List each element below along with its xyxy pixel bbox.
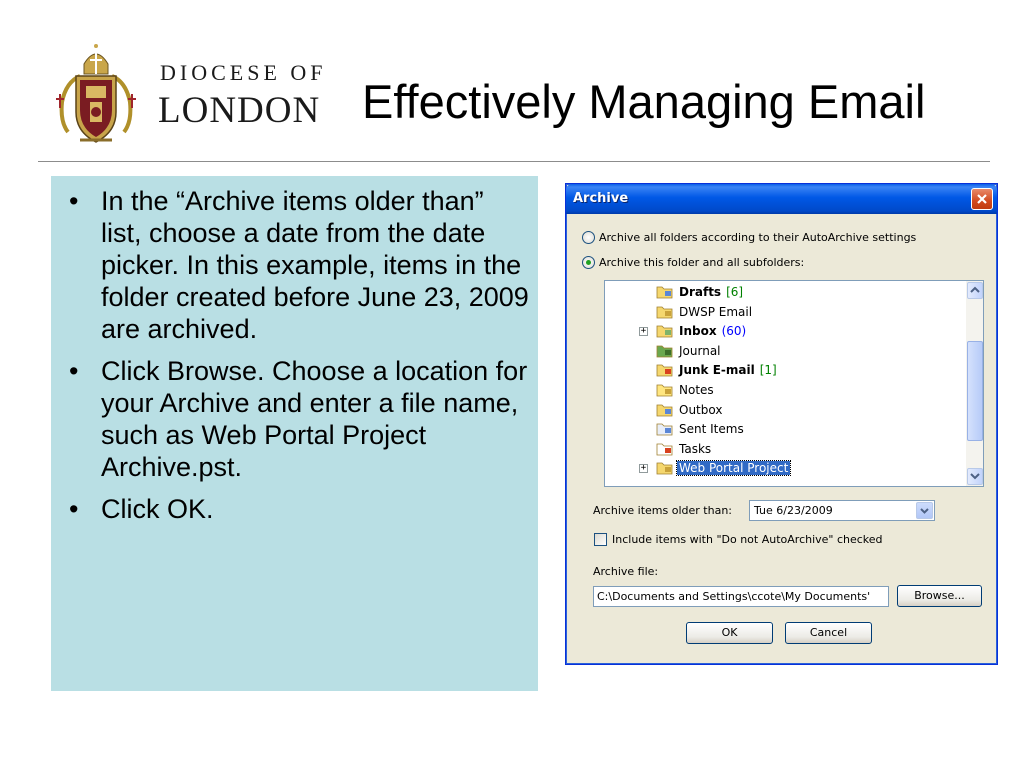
tree-folder-label[interactable] bbox=[677, 461, 790, 475]
tree-folder-label[interactable] bbox=[679, 383, 714, 397]
tree-row[interactable] bbox=[605, 303, 961, 322]
include-no-autoarchive-checkbox[interactable] bbox=[594, 533, 607, 546]
slide-title: Effectively Managing Email bbox=[362, 75, 926, 128]
close-button[interactable] bbox=[971, 188, 993, 210]
date-dropdown-button[interactable] bbox=[916, 502, 933, 519]
tree-folder-label[interactable] bbox=[679, 285, 743, 299]
folder-name: Tasks bbox=[679, 441, 712, 456]
radio-archive-folder-button[interactable] bbox=[582, 256, 595, 269]
folder-name: Drafts bbox=[679, 285, 722, 299]
archive-file-field[interactable] bbox=[593, 586, 889, 607]
folder-name: Web Portal Project bbox=[679, 461, 789, 476]
tree-folder-label[interactable] bbox=[679, 442, 711, 456]
radio-archive-all[interactable] bbox=[582, 231, 916, 244]
instructions-panel bbox=[51, 176, 538, 691]
expand-plus-icon[interactable]: + bbox=[640, 463, 647, 474]
tree-folder-label[interactable] bbox=[679, 422, 744, 436]
tree-row[interactable] bbox=[605, 401, 961, 420]
unread-count: [6] bbox=[726, 285, 744, 299]
folder-icon bbox=[656, 304, 674, 320]
tree-row[interactable] bbox=[605, 283, 961, 302]
bullet-item bbox=[61, 493, 531, 525]
archive-file-label: Archive file: bbox=[593, 565, 659, 578]
older-than-label: Archive items older than: bbox=[593, 504, 732, 517]
archive-dialog bbox=[565, 183, 998, 665]
tree-row[interactable] bbox=[605, 420, 961, 439]
dialog-title: Archive bbox=[573, 191, 629, 206]
bullet-text: Click OK. bbox=[101, 494, 214, 524]
tree-row[interactable] bbox=[605, 459, 961, 478]
scroll-thumb[interactable] bbox=[967, 341, 983, 441]
tree-folder-label[interactable] bbox=[679, 305, 752, 319]
dialog-titlebar[interactable] bbox=[566, 184, 997, 214]
bullet-glyph: • bbox=[69, 186, 79, 216]
folder-name: Notes bbox=[679, 383, 714, 397]
radio-archive-all-label: Archive all folders according to their AutoArchive settings bbox=[599, 231, 917, 244]
bullet-glyph: • bbox=[69, 356, 79, 386]
folder-name: Inbox bbox=[679, 324, 717, 339]
tree-folder-label[interactable] bbox=[679, 344, 721, 358]
bullet-item bbox=[61, 185, 531, 345]
journal-icon bbox=[656, 343, 674, 359]
tree-row[interactable] bbox=[605, 440, 961, 459]
scroll-up-button[interactable] bbox=[967, 282, 983, 299]
radio-archive-all-button[interactable] bbox=[582, 231, 595, 244]
diocese-crest-logo bbox=[50, 42, 142, 146]
junk-mail-icon bbox=[656, 362, 674, 378]
include-no-autoarchive-label: Include items with "Do not AutoArchive" checked bbox=[612, 533, 883, 546]
tree-folder-label[interactable] bbox=[679, 324, 746, 338]
expand-plus-icon[interactable]: + bbox=[640, 326, 647, 337]
bullet-item bbox=[61, 355, 531, 483]
radio-archive-folder-label: Archive this folder and all subfolders: bbox=[599, 256, 805, 269]
bullet-glyph: • bbox=[69, 494, 79, 524]
tree-row[interactable] bbox=[605, 342, 961, 361]
tasks-icon bbox=[656, 441, 674, 457]
org-name-line1: DIOCESE OF bbox=[160, 60, 327, 85]
ok-button[interactable]: OK bbox=[686, 622, 773, 644]
folder-tree[interactable] bbox=[604, 280, 984, 487]
tree-folder-label[interactable] bbox=[679, 403, 722, 417]
browse-button[interactable]: Browse... bbox=[897, 585, 982, 607]
tree-folder-label[interactable] bbox=[679, 363, 777, 377]
notes-icon bbox=[656, 382, 674, 398]
cancel-button[interactable]: Cancel bbox=[785, 622, 872, 644]
folder-icon bbox=[656, 460, 674, 476]
org-name-line2: LONDON bbox=[158, 90, 321, 131]
unread-count: [1] bbox=[759, 363, 777, 378]
chevron-down-icon bbox=[968, 469, 982, 483]
folder-name: DWSP Email bbox=[679, 304, 753, 319]
outbox-icon bbox=[656, 402, 674, 418]
scroll-down-button[interactable] bbox=[967, 468, 983, 485]
close-icon bbox=[976, 193, 988, 205]
bullet-list bbox=[61, 185, 531, 535]
bullet-text: Click Browse. Choose a location for your Archive and enter a file name, such as Web Portal Project Archive.pst. bbox=[101, 356, 528, 482]
folder-name: Sent Items bbox=[679, 422, 744, 437]
sent-items-icon bbox=[656, 421, 674, 437]
header-divider bbox=[38, 161, 990, 162]
tree-row[interactable] bbox=[605, 361, 961, 380]
bullet-text: In the “Archive items older than” list, choose a date from the date picker. In this example, items in the folder created before June 23, 2009 are archived. bbox=[101, 186, 529, 344]
chevron-down-icon bbox=[917, 503, 932, 518]
older-than-date-picker[interactable] bbox=[749, 500, 935, 521]
tree-row[interactable] bbox=[605, 322, 961, 341]
folder-name: Junk E-mail bbox=[679, 363, 755, 378]
folder-name: Journal bbox=[679, 343, 721, 358]
chevron-up-icon bbox=[968, 283, 982, 297]
tree-row[interactable] bbox=[605, 381, 961, 400]
unread-count: (60) bbox=[721, 324, 747, 339]
tree-scrollbar[interactable] bbox=[966, 281, 983, 486]
inbox-icon bbox=[656, 323, 674, 339]
drafts-folder-icon bbox=[656, 284, 674, 300]
archive-file-input[interactable] bbox=[594, 587, 888, 606]
folder-name: Outbox bbox=[679, 402, 723, 417]
older-than-value: Tue 6/23/2009 bbox=[754, 504, 833, 517]
radio-archive-folder[interactable] bbox=[582, 256, 804, 269]
